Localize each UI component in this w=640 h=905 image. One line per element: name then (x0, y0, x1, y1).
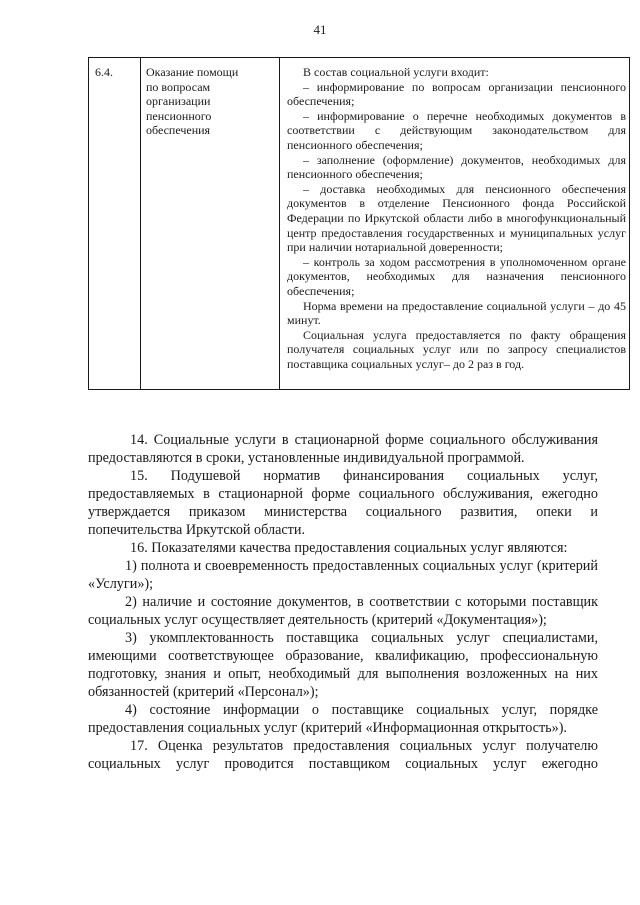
criterion-services: 1) полнота и своевременность предоставленных социальных услуг (критерий «Услуги»); (88, 558, 598, 592)
service-component: – заполнение (оформление) документов, необходимых для пенсионного обеспечения; (287, 152, 626, 182)
service-name-line: организации (146, 94, 211, 109)
service-name-line: Оказание помощи (146, 65, 239, 79)
service-frequency: Социальная услуга предоставляется по факту обращения получателя социальных услуг или по запросу специалистов поставщика социальных услуг– до 2 раз в год. (287, 327, 626, 371)
service-component: – доставка необходимых для пенсионного обеспечения документов в отделение Пенсионного фонда Российской Федерации по Иркутской области либо в многофункциональный центр предоставления государственных и муниципальных услуг при наличии нотариальной доверенности; (287, 181, 626, 255)
service-component: – информирование по вопросам организации пенсионного обеспечения; (287, 79, 626, 109)
page-number: 41 (313, 22, 327, 37)
paragraph-16: 16. Показателями качества предоставления социальных услуг являются: (130, 540, 568, 556)
service-component: – информирование о перечне необходимых документов в соответствии с действующим законодательством для пенсионного обеспечения; (287, 108, 626, 152)
service-composition-intro: В состав социальной услуги входит: (303, 65, 489, 79)
social-service-table (88, 57, 630, 390)
service-component: – контроль за ходом рассмотрения в уполномоченном органе документов, необходимых для назначения пенсионного обеспечения; (287, 254, 626, 298)
service-description (280, 58, 630, 390)
criterion-documentation: 2) наличие и состояние документов, в соответствии с которыми поставщик социальных услуг осуществляет деятельность (критерий «Документация»); (88, 594, 598, 628)
paragraph-14: 14. Социальные услуги в стационарной форме социального обслуживания предоставляются в сроки, установленные индивидуальной программой. (88, 432, 598, 466)
body-text (88, 431, 598, 773)
service-name-line: по вопросам (146, 79, 211, 94)
service-number: 6.4. (89, 58, 141, 390)
service-name-line: обеспечения (146, 123, 211, 138)
service-name (141, 58, 280, 390)
criterion-openness: 4) состояние информации о поставщике социальных услуг, порядке предоставления социальных услуг (критерий «Информационная открытость»). (88, 702, 598, 736)
paragraph-17: 17. Оценка результатов предоставления социальных услуг получателю социальных услуг проводится поставщиком социальных услуг ежегодно (88, 738, 598, 772)
table-row (89, 58, 630, 390)
time-norm: Норма времени на предоставление социальной услуги – до 45 минут. (287, 298, 626, 328)
service-name-line: пенсионного (146, 108, 212, 123)
paragraph-15: 15. Подушевой норматив финансирования социальных услуг, предоставляемых в стационарной форме социального обслуживания, ежегодно утверждается приказом министерства социального развития, опеки и попечительства Иркутской области. (88, 468, 598, 538)
criterion-personnel: 3) укомплектованность поставщика социальных услуг специалистами, имеющими соответствующее образование, квалификацию, профессиональную подготовку, знания и опыт, необходимый для выполнения возложенных на них обязанностей (критерий «Персонал»); (88, 630, 598, 700)
